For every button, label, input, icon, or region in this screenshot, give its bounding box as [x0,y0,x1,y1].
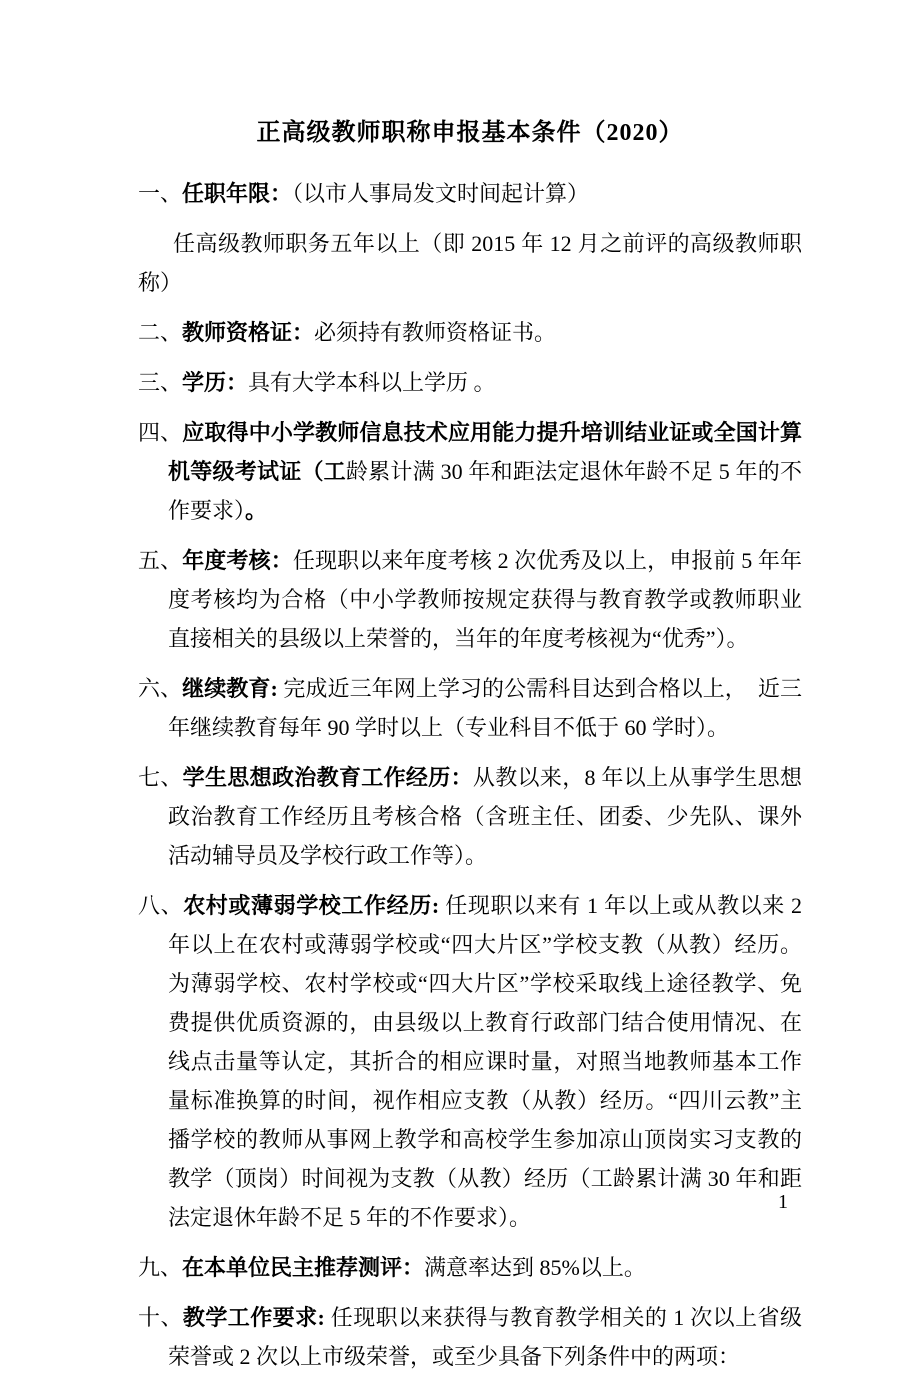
item-9-democratic-recommendation [138,1248,802,1287]
text-run: 五、 [138,548,183,573]
text-run: 具有大学本科以上学历 。 [248,370,496,395]
text-run: 任高级教师职务五年以上（即 2015 年 12 月之前评的高级教师职称） [138,231,802,295]
text-run: 八、 [138,893,184,918]
text-run: 任现职以来有 1 年以上或从教以来 2 年以上在农村或薄弱学校或“四大片区”学校支教（从教）经历。为薄弱学校、农村学校或“四大片区”学校采取线上途径教学、免费提供优质资源的，由县级以上教育行政部门结合使用情况、在线点击量等认定，其折合的相应课时量，对照当地教师基本工作量标准换算的时间，视作相应支教（从教）经历。“四川云教”主播学校的教师从事网上教学和高校学生参加凉山顶岗实习支教的教学（顶岗）时间视为支教（从教）经历（工龄累计满 30 年和距法定退休年龄不足 5 年的不作要求）。 [168,893,802,1230]
text-run: 四、 [138,420,183,445]
text-run: （以市人事局发文时间起计算） [292,181,590,206]
item-3-education-background [138,363,802,402]
bold-text-run: 学历： [182,370,249,395]
document-body [138,174,802,1376]
bold-text-run: 农村或薄弱学校工作经历: [183,893,440,918]
text-run: 十、 [138,1305,183,1330]
text-run: 六、 [138,676,183,701]
text-run: 一、 [138,181,183,206]
text-run: 七、 [138,765,183,790]
item-1-detail [138,224,802,302]
bold-text-run: 学生思想政治教育工作经历： [182,765,473,790]
bold-text-run: 应取得中小学教师信息技术应用能力提升培训结业证或全国计算机等级考试证（工 [168,420,802,484]
bold-text-run: 教师资格证： [182,320,315,345]
text-run: 任现职以来年度考核 2 次优秀及以上，申报前 5 年年度考核均为合格（中小学教师按规定获得与教育教学或教师职业直接相关的县级以上荣誉的，当年的年度考核视为“优秀”）。 [168,548,802,651]
text-run: 完成近三年网上学习的公需科目达到合格以上， 近三年继续教育每年 90 学时以上（专业科目不低于 60 学时）。 [168,676,802,740]
text-run: 从教以来，8 年以上从事学生思想政治教育工作经历且考核合格（含班主任、团委、少先队、课外活动辅导员及学校行政工作等）。 [168,765,802,868]
text-run: 九、 [138,1255,183,1280]
item-6-continuing-education [138,669,802,747]
item-2-teacher-certificate [138,313,802,352]
item-4-it-ability-certificate [138,413,802,530]
text-run: 必须持有教师资格证书。 [314,320,557,345]
item-5-annual-assessment [138,541,802,658]
text-run: 满意率达到 85%以上。 [424,1255,646,1280]
text-run: 任现职以来获得与教育教学相关的 1 次以上省级荣誉或 2 次以上市级荣誉，或至少具备下列条件中的两项： [168,1305,802,1369]
bold-text-run: 任职年限： [182,181,293,206]
bold-text-run: 继续教育: [182,676,278,701]
bold-text-run: 在本单位民主推荐测评： [182,1255,425,1280]
page-number: 1 [778,1191,788,1213]
text-run: 二、 [138,320,183,345]
item-10-teaching-work-requirements [138,1298,802,1376]
document-title: 正高级教师职称申报基本条件（2020） [256,120,684,146]
bold-text-run: 年度考核： [182,548,293,573]
text-run: 龄累计满 30 年和距法定退休年龄不足 5 年的不作要求） [168,459,802,523]
bold-text-run: 教学工作要求: [182,1305,325,1330]
text-run: 三、 [138,370,183,395]
item-7-ideological-political-work [138,758,802,875]
item-1-term-of-office [138,174,802,213]
bold-text-run: 。 [245,498,268,523]
item-8-rural-school-experience [138,886,802,1237]
